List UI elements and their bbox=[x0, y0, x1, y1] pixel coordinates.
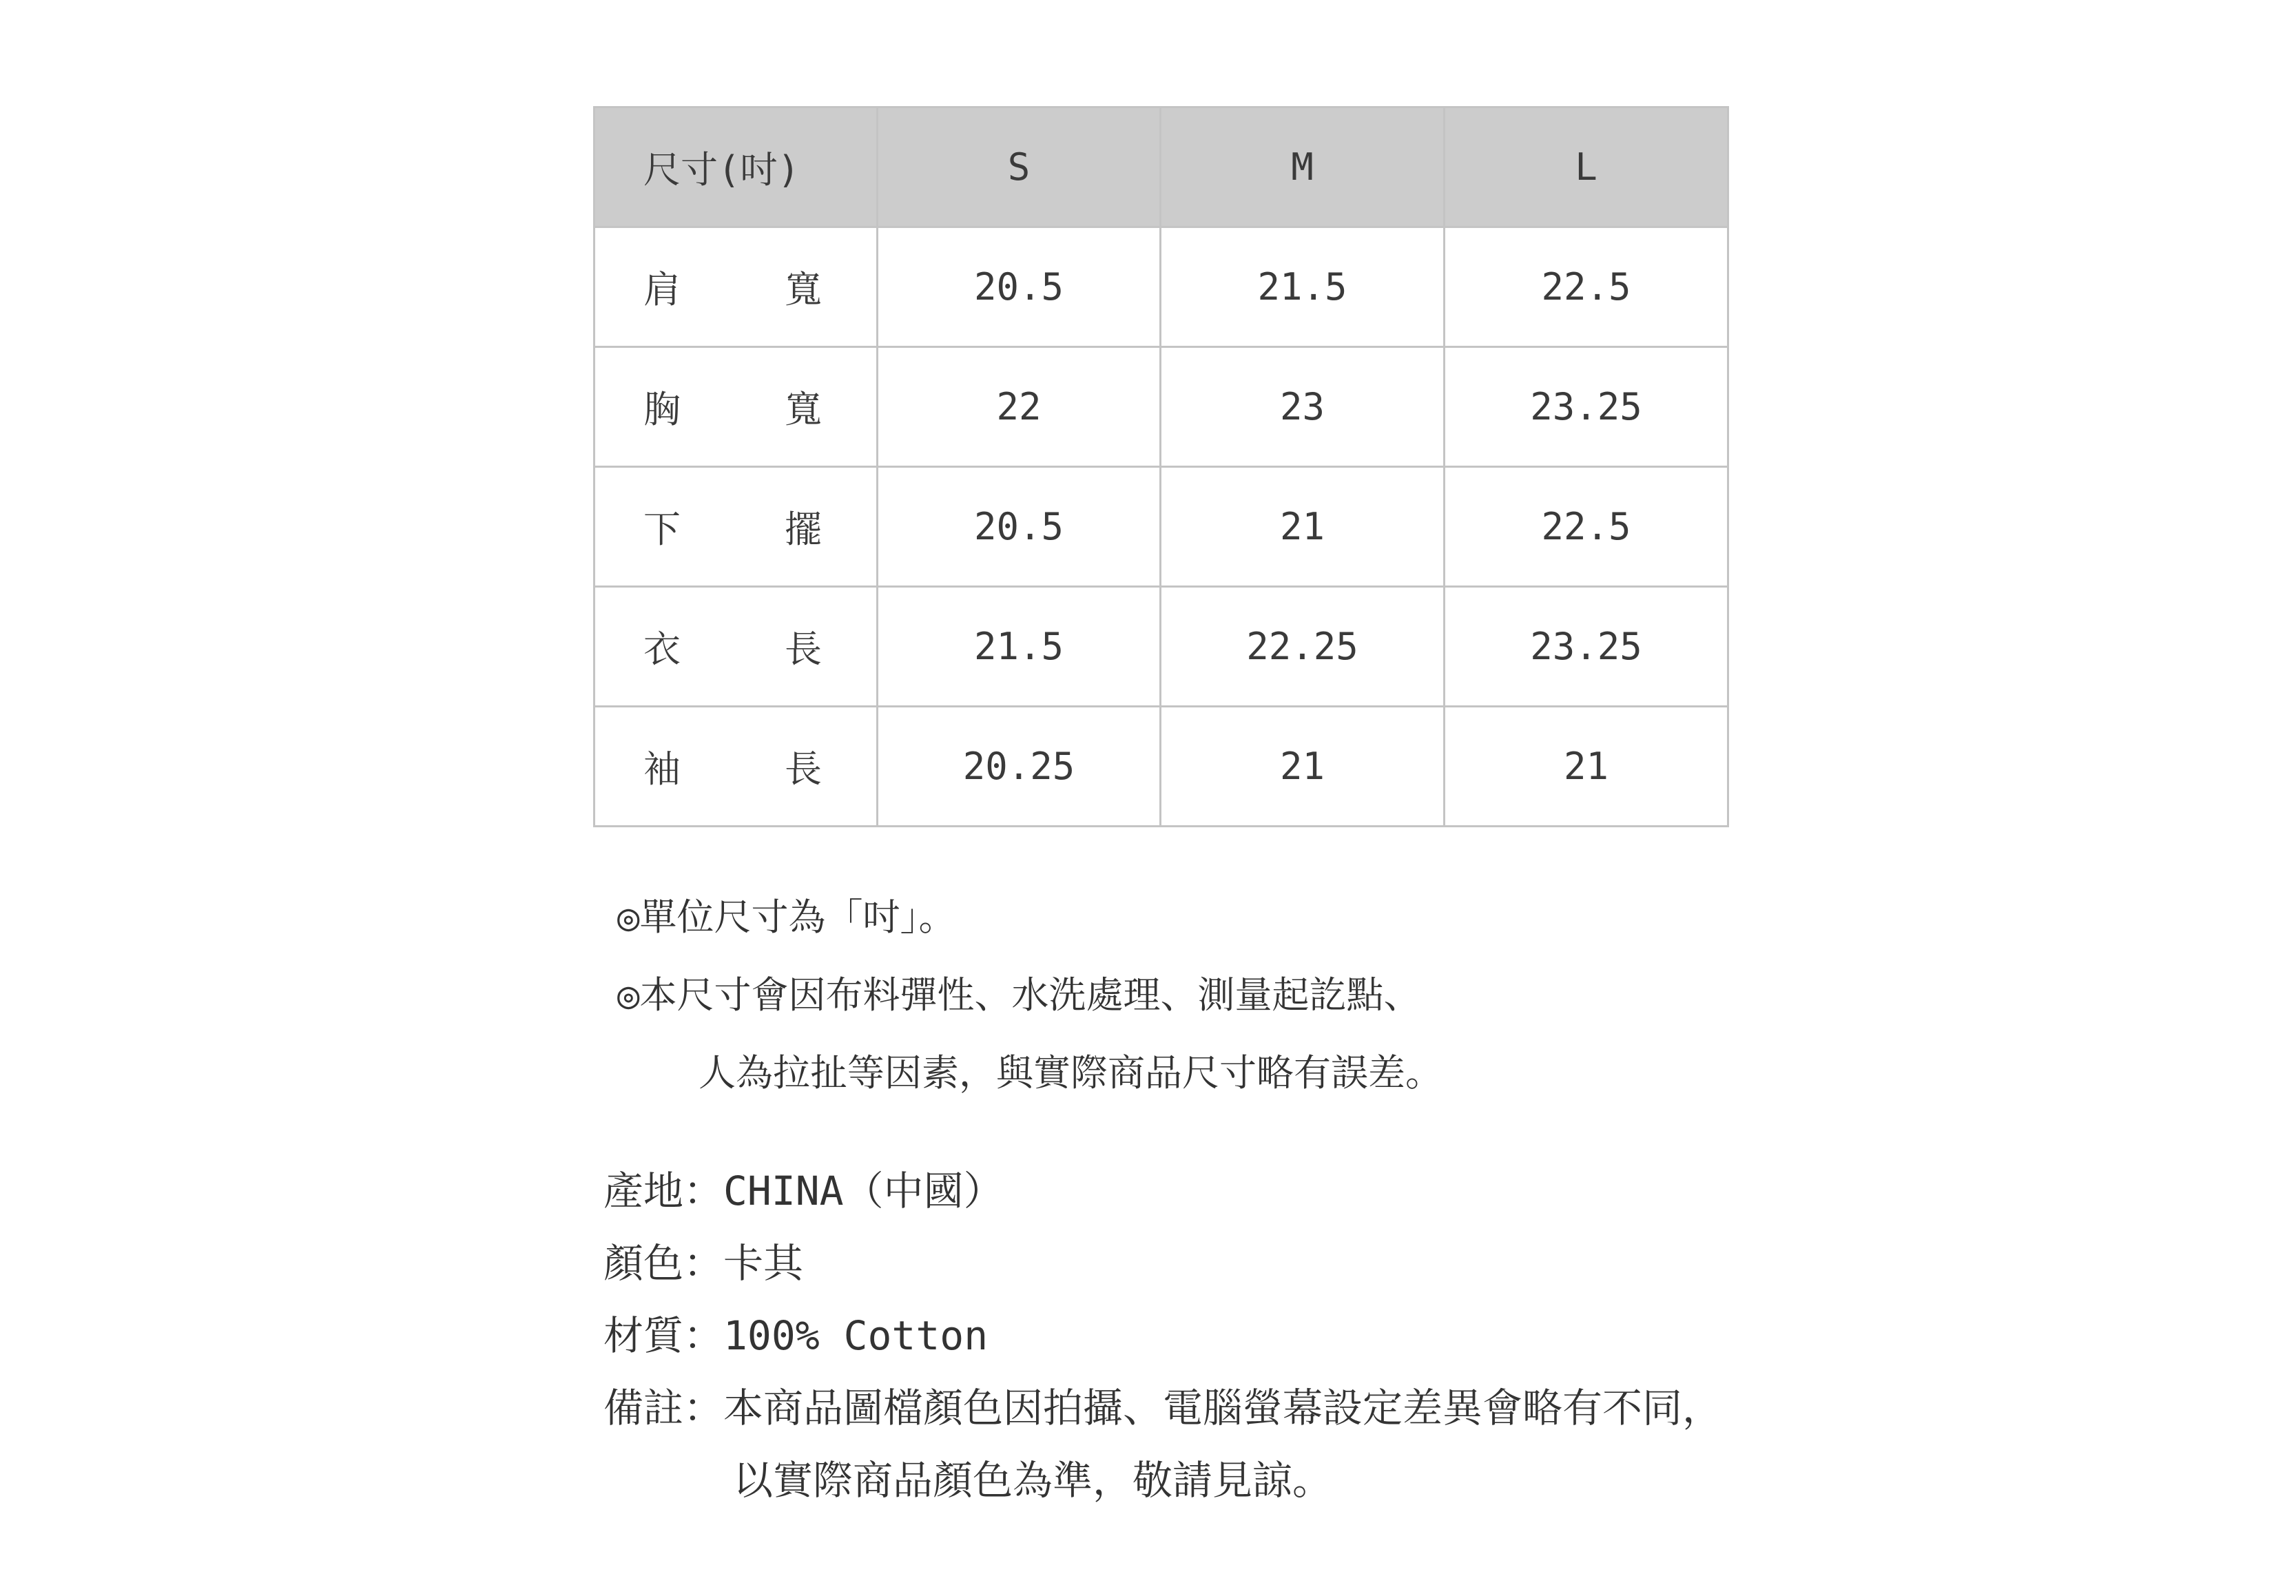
table-cell: 23.25 bbox=[1445, 587, 1728, 707]
size-chart-table bbox=[593, 106, 1729, 827]
table-cell: 21 bbox=[1445, 707, 1728, 827]
note-measurement-error-cont: 人為拉扯等因素，與實際商品尺寸略有誤差。 bbox=[699, 1051, 1442, 1095]
info-origin: 產地：CHINA（中國） bbox=[603, 1168, 1004, 1214]
row-label-sleeve: 袖 長 bbox=[594, 707, 878, 827]
table-cell: 23 bbox=[1161, 347, 1445, 467]
table-cell: 21.5 bbox=[1161, 227, 1445, 347]
table-cell: 22.5 bbox=[1445, 227, 1728, 347]
table-cell: 21 bbox=[1161, 707, 1445, 827]
info-material: 材質：100% Cotton bbox=[603, 1312, 989, 1359]
table-row bbox=[594, 587, 1728, 707]
table-cell: 22.5 bbox=[1445, 467, 1728, 587]
note-measurement-error: ◎本尺寸會因布料彈性、水洗處理、測量起訖點、 bbox=[617, 973, 1421, 1017]
size-chart-header-row bbox=[594, 107, 1728, 227]
header-size-unit: 尺寸(吋) bbox=[594, 107, 878, 227]
info-remark: 備註：本商品圖檔顏色因拍攝、電腦螢幕設定差異會略有不同， bbox=[603, 1385, 1723, 1431]
info-color: 顏色：卡其 bbox=[603, 1240, 804, 1287]
row-label-chest: 胸 寬 bbox=[594, 347, 878, 467]
header-size-l: L bbox=[1445, 107, 1728, 227]
table-row bbox=[594, 467, 1728, 587]
table-cell: 20.5 bbox=[878, 467, 1161, 587]
row-label-length: 衣 長 bbox=[594, 587, 878, 707]
table-cell: 22.25 bbox=[1161, 587, 1445, 707]
header-size-s: S bbox=[878, 107, 1161, 227]
row-label-hem: 下 擺 bbox=[594, 467, 878, 587]
table-cell: 20.5 bbox=[878, 227, 1161, 347]
header-size-m: M bbox=[1161, 107, 1445, 227]
row-label-shoulder: 肩 寬 bbox=[594, 227, 878, 347]
table-row bbox=[594, 227, 1728, 347]
table-cell: 23.25 bbox=[1445, 347, 1728, 467]
table-cell: 21 bbox=[1161, 467, 1445, 587]
info-remark-cont: 以實際商品顏色為準，敬請見諒。 bbox=[733, 1457, 1333, 1504]
table-row bbox=[594, 347, 1728, 467]
table-cell: 22 bbox=[878, 347, 1161, 467]
table-row bbox=[594, 707, 1728, 827]
table-cell: 21.5 bbox=[878, 587, 1161, 707]
note-unit: ◎單位尺寸為「吋」。 bbox=[617, 895, 956, 939]
table-cell: 20.25 bbox=[878, 707, 1161, 827]
